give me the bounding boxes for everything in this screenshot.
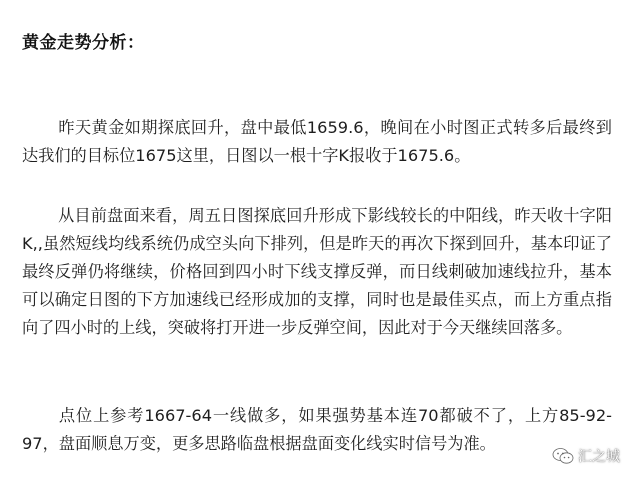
paragraph-levels xyxy=(22,402,612,458)
paragraph-text: 点位上参考1667-64一线做多，如果强势基本连70都破不了，上方85-92-97，盘面顺息万变，更多思路临盘根据盘面变化线实时信号为准。 xyxy=(22,406,612,453)
paragraph-text: 从目前盘面来看，周五日图探底回升形成下影线较长的中阳线，昨天收十字阳K,,虽然短线均线系统仍成空头向下排列，但是昨天的再次下探到回升，基本印证了最终反弹仍将继续，价格回到四小时下线支撑反弹，而日线刺破加速线拉升，基本可以确定日图的下方加速线已经形成加的支撑，同时也是最佳买点，而上方重点指向了四小时的上线，突破将打开进一步反弹空间，因此对于今天继续回落多。 xyxy=(22,206,612,337)
paragraph-text: 昨天黄金如期探底回升，盘中最低1659.6，晚间在小时图正式转多后最终到达我们的目标位1675这里，日图以一根十字K报收于1675.6。 xyxy=(22,118,612,165)
watermark xyxy=(552,446,620,466)
wechat-icon xyxy=(552,447,574,465)
paragraph-analysis xyxy=(22,202,612,342)
paragraph-recap xyxy=(22,114,612,170)
article-heading: 黄金走势分析： xyxy=(22,33,145,53)
watermark-text: 汇之城 xyxy=(578,449,620,465)
